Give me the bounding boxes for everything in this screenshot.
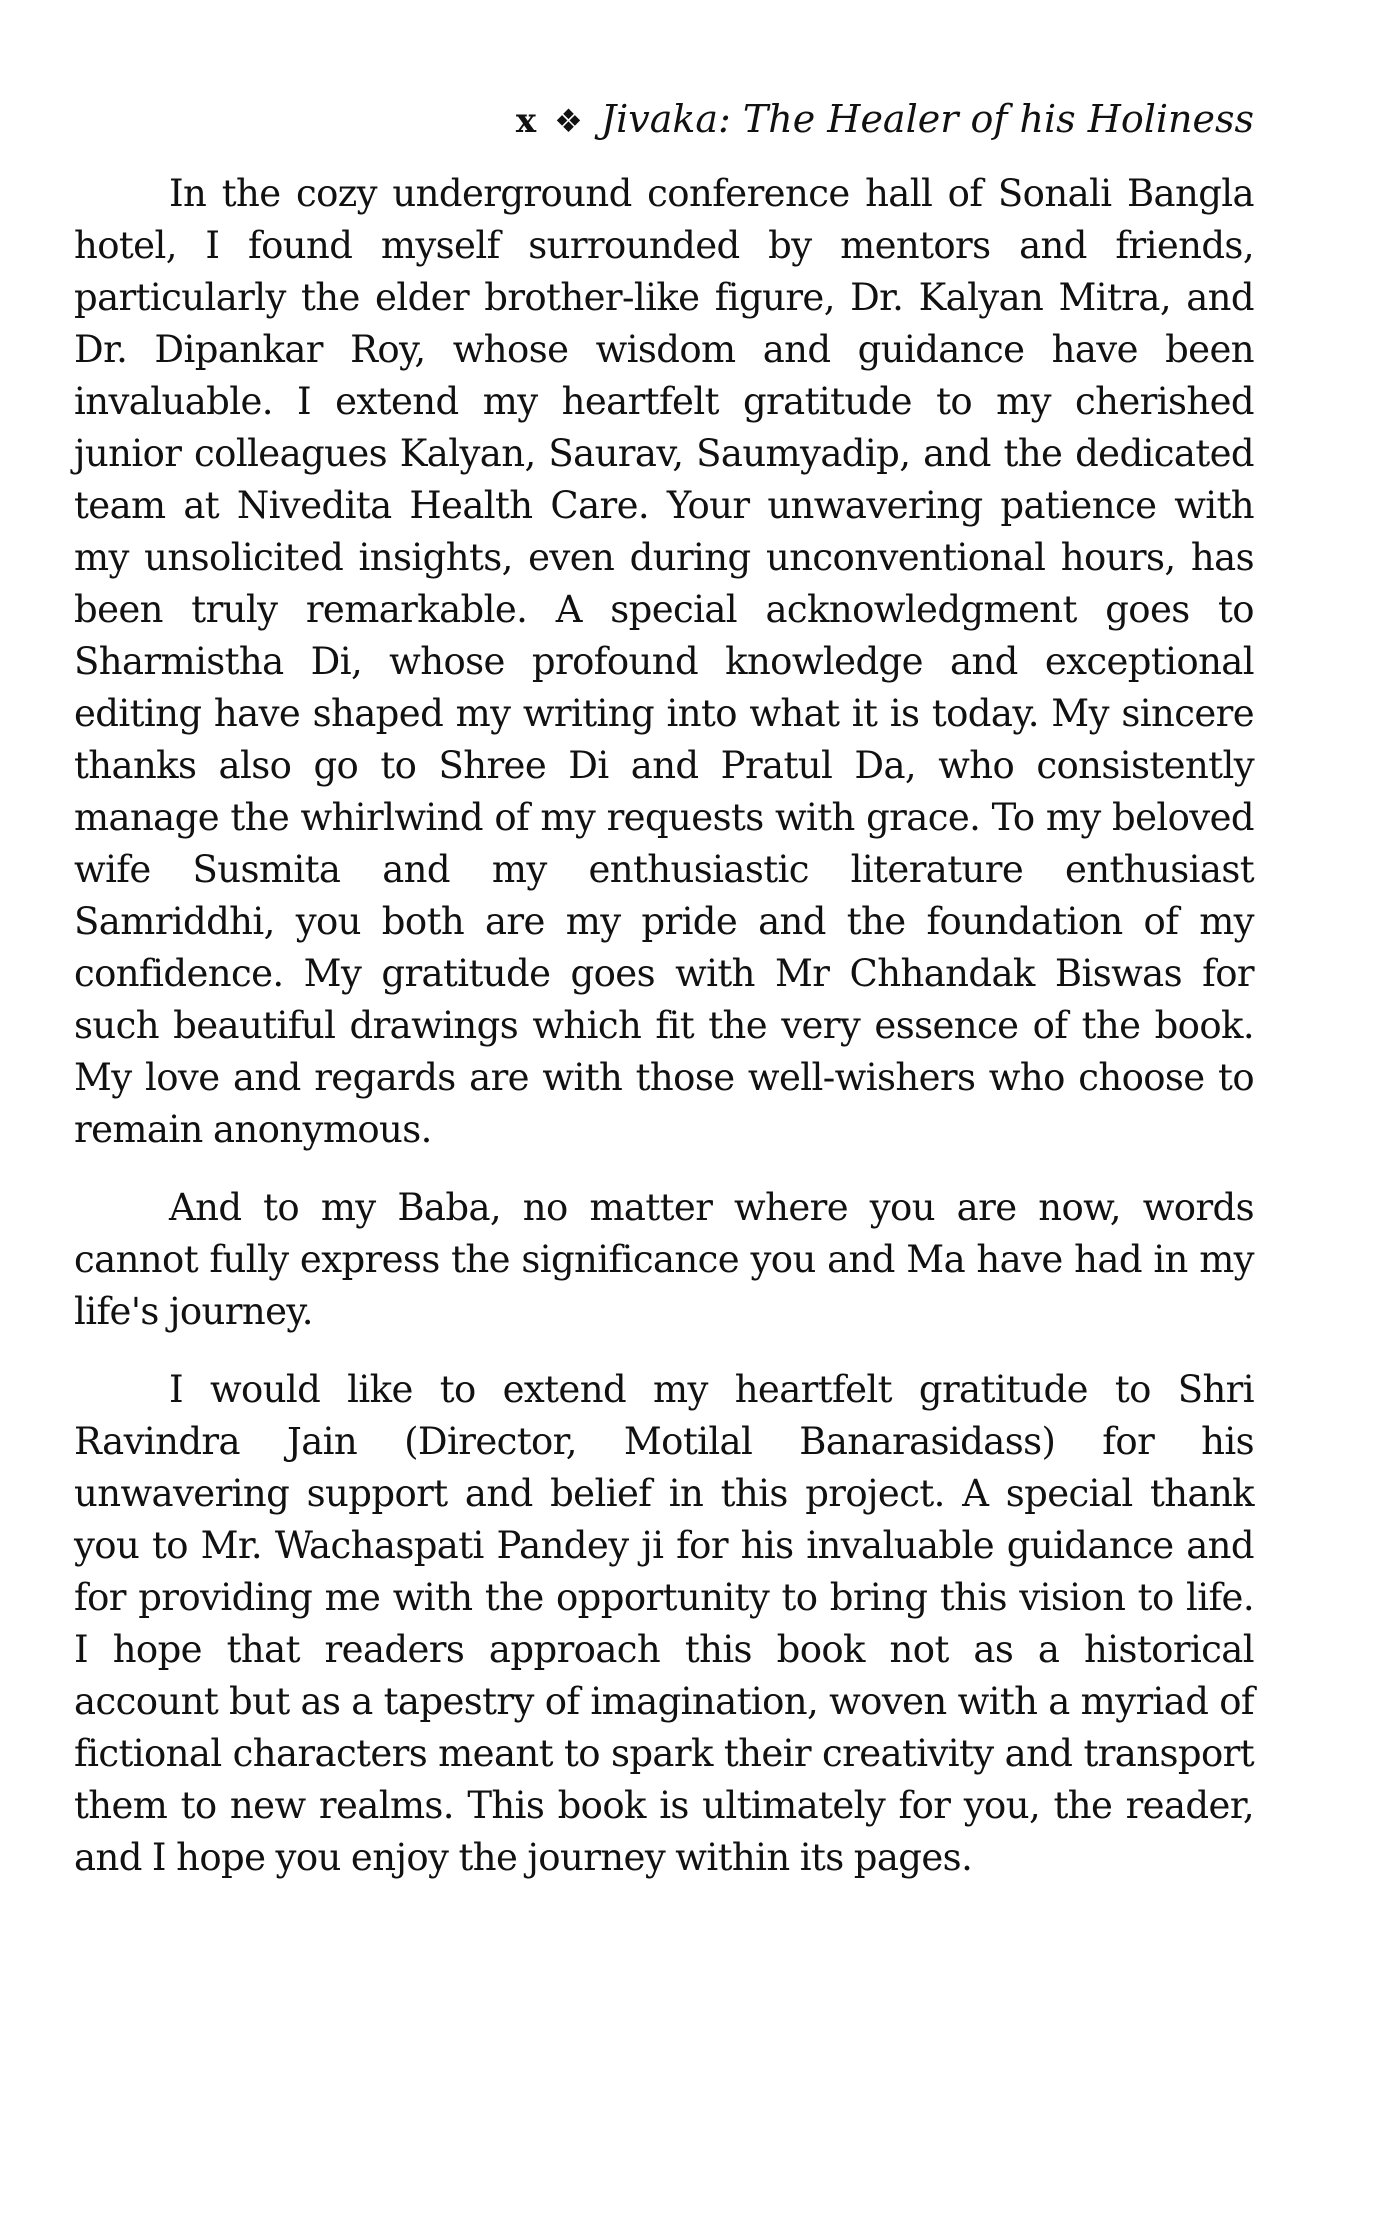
paragraph-acknowledgments: In the cozy underground conference hall of Sonali Bangla hotel, I found myself surrounded by mentors and friends, particularly the elder brother-like figure, Dr. Kalyan Mitra, and Dr. Dipankar Roy, whose wisdom and guidance have been invaluable. I extend my heartfelt gratitude to my cherished junior colleagues Kalyan, Saurav, Saumyadip, and the dedicated team at Nivedita Health Care. Your unwavering patience with my unsolicited insights, even during unconventional hours, has been truly remarkable. A special acknowledgment goes to Sharmistha Di, whose profound knowledge and exceptional editing have shaped my writing into what it is today. My sincere thanks also go to Shree Di and Pratul Da, who consistently manage the whirlwind of my requests with grace. To my beloved wife Susmita and my enthusiastic literature enthusiast Samriddhi, you both are my pride and the foundation of my confidence. My gratitude goes with Mr Chhandak Biswas for such beautiful drawings which fit the very essence of the book. My love and regards are with those well-wishers who choose to remain anonymous. — [74, 172, 1254, 1151]
ornament-icon: ❖ — [554, 102, 583, 140]
paragraph-parents: And to my Baba, no matter where you are now, words cannot fully express the significance you and Ma have had in my life's journey. — [74, 1186, 1254, 1333]
paragraph-publisher-thanks: I would like to extend my heartfelt gratitude to Shri Ravindra Jain (Director, Motilal Banarasidass) for his unwavering support and belief in this project. A special thank you to Mr. Wachaspati Pandey ji for his invaluable guidance and for providing me with the opportunity to bring this vision to life. I hope that readers approach this book not as a historical account but as a tapestry of imagination, woven with a myriad of fictional characters meant to spark their creativity and transport them to new realms. This book is ultimately for you, the reader, and I hope you enjoy the journey within its pages. — [74, 1368, 1254, 1879]
book-title: Jivaka: The Healer of his Holiness — [600, 97, 1254, 141]
running-header — [74, 97, 1254, 141]
page-number: x — [515, 101, 537, 141]
book-page — [74, 97, 1254, 1884]
